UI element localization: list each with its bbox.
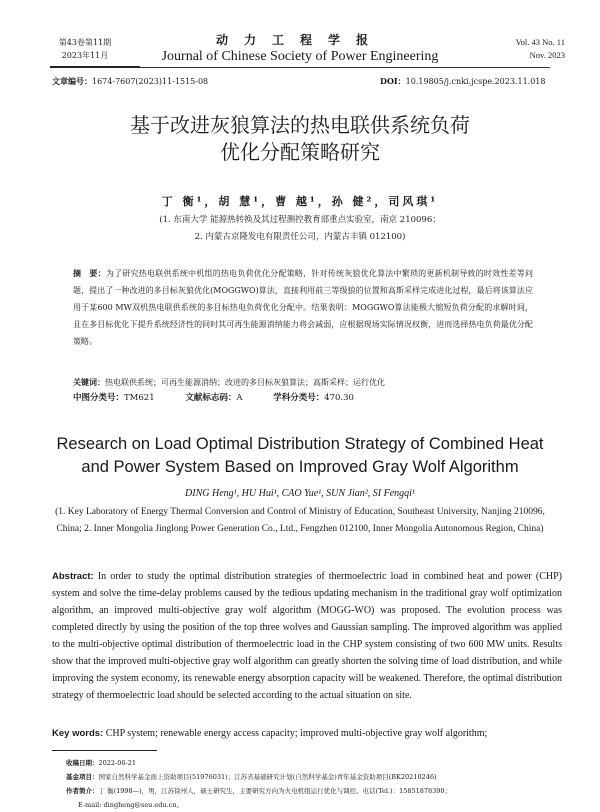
article-number-label: 文章编号： <box>52 76 92 86</box>
title-cn-line1: 基于改进灰狼算法的热电联供系统负荷 <box>130 113 470 137</box>
footnote-email[interactable]: E-mail: dingheng@seu.edu.cn。 <box>78 801 184 809</box>
abstract-cn <box>73 265 533 350</box>
abstract-en <box>52 568 562 704</box>
date-cn: 2023年11月 <box>61 51 109 60</box>
bio-value: 丁 衡(1998—)，男，江苏徐州人，硕士研究生，主要研究方向为火电机组运行优化与调控。电话(Tel.)：15851878390； <box>98 787 452 795</box>
journal-header <box>150 33 450 66</box>
classification <box>73 391 533 403</box>
bio-label: 作者简介： <box>66 787 99 795</box>
received-value: 2022-06-21 <box>98 759 136 767</box>
footnote-bio <box>66 784 566 798</box>
keywords-cn-text: 热电联供系统；可再生能源消纳；改进的多目标灰狼算法；高斯采样；运行优化 <box>105 378 385 387</box>
affiliation-cn-1: (1. 东南大学 能源热转换及其过程测控教育部重点实验室，南京 210096； <box>159 215 441 225</box>
footnote-received <box>66 756 566 770</box>
abstract-cn-text: 为了研究热电联供系统中机组的热电负荷优化分配策略，针对传统灰狼优化算法中繁琐的更新机制导致的时效性差等问题，提出了一种改进的多目标灰狼优化(MOGGWO)算法，直接利用前三等级狼的位置和高斯采样完成进化过程，最后将该算法应用于某600 MW双机热电联供系统的多目标热电负荷优化分配中。结果表明：MOGGWO算法能极大缩短负荷分配的求解时间，且在多目标优化下提升系统经济性的同时其可再生能源消纳能力将会减弱，应根据现场实际情况权衡，进而选择热电负荷最优分配策略。 <box>73 269 533 346</box>
date-en: Nov. 2023 <box>529 50 565 60</box>
keywords-en-label: Key words: <box>52 728 104 739</box>
footnotes <box>66 756 566 812</box>
header-issue-cn <box>40 36 130 62</box>
affiliation-cn-2: 2. 内蒙古京隆发电有限责任公司，内蒙古丰镇 012100) <box>194 232 406 242</box>
authors-cn: 丁 衡¹，胡 慧¹，曹 越¹，孙 健²，司风琪¹ <box>161 195 439 208</box>
doi-value[interactable]: 10.19805/j.cnki.jcspe.2023.11.018 <box>405 77 546 86</box>
page-title-cn <box>0 112 600 166</box>
clc-label: 中图分类号： <box>73 393 125 403</box>
subject-label: 学科分类号： <box>273 393 325 403</box>
abstract-en-text: In order to study the optimal distribution strategies of thermoelectric load in combined heat and power (CHP) system and solve the time-delay problems caused by the tedious updating mechanism in the traditional gray wolf optimization algorithm, an improved multi-objective gray wolf algorithm (MOGG-WO) was proposed. The evolution process was completed directly by using the position of the top three wolves and Gaussian sampling. The improved algorithm was applied to the multi-objective optimal distribution of thermoelectric load in the CHP system consisting of two 600 MW units. Results show that the improved multi-objective gray wolf algorithm can greatly shorten the solving time of load distribution, and while improving the system economy, its renewable energy absorption capacity will be weakened. Therefore, the optimal distribution strategy of thermoelectric load should be selected according to the actual situation on site. <box>52 571 562 701</box>
fund-value: 国家自然科学基金面上资助项目(51976031)；江苏省基础研究计划(自然科学基金)青年基金资助项目(BK20210246) <box>98 773 437 781</box>
doc-code-value: A <box>236 393 243 403</box>
clc-value: TM621 <box>124 393 155 403</box>
title-en-line2: and Power System Based on Improved Gray Wolf Algorithm <box>81 458 519 476</box>
title-en-line1: Research on Load Optimal Distribution Strategy of Combined Heat <box>56 435 544 453</box>
keywords-en <box>52 728 572 739</box>
subject-value: 470.30 <box>324 393 354 403</box>
header-rule-thick <box>50 66 140 68</box>
doi-label: DOI： <box>380 76 406 86</box>
keywords-cn <box>73 374 533 391</box>
keywords-en-text: CHP system; renewable energy access capacity; improved multi-objective gray wolf algorithm; <box>105 728 488 739</box>
volume-en: Vol. 43 No. 11 <box>515 37 565 47</box>
title-cn-line2: 优化分配策略研究 <box>220 140 380 164</box>
journal-name-cn: 动力工程学报 <box>215 33 384 47</box>
footnote-fund <box>66 770 566 784</box>
affiliations-en: (1. Key Laboratory of Energy Thermal Conversion and Control of Ministry of Education, Southeast University, Nanjing 210096, China; 2. Inner Mongolia Jinglong Power Generation Co., Ltd., Fengzhen 012100, Inner Mongolia Autonomous Region, China) <box>55 507 545 534</box>
page-title-en <box>0 433 600 479</box>
fund-label: 基金项目： <box>66 773 99 781</box>
received-label: 收稿日期： <box>66 759 99 767</box>
article-number-value: 1674-7607(2023)11-1515-08 <box>92 77 209 86</box>
article-number <box>52 76 208 87</box>
issue-cn: 第43卷第11期 <box>58 38 112 47</box>
journal-name-en: Journal of Chinese Society of Power Engineering <box>161 49 439 64</box>
keywords-cn-label: 关键词： <box>73 377 105 387</box>
abstract-en-label: Abstract: <box>52 571 94 582</box>
header-issue-en <box>475 36 565 62</box>
abstract-cn-label: 摘 要： <box>73 268 106 278</box>
doc-code-label: 文献标志码： <box>185 393 237 403</box>
footnote-rule <box>52 750 157 751</box>
doi <box>380 76 546 87</box>
authors-en: DING Heng¹, HU Hui¹, CAO Yue¹, SUN Jian², SI Fengqi¹ <box>185 488 415 499</box>
affiliations-cn <box>0 212 600 246</box>
